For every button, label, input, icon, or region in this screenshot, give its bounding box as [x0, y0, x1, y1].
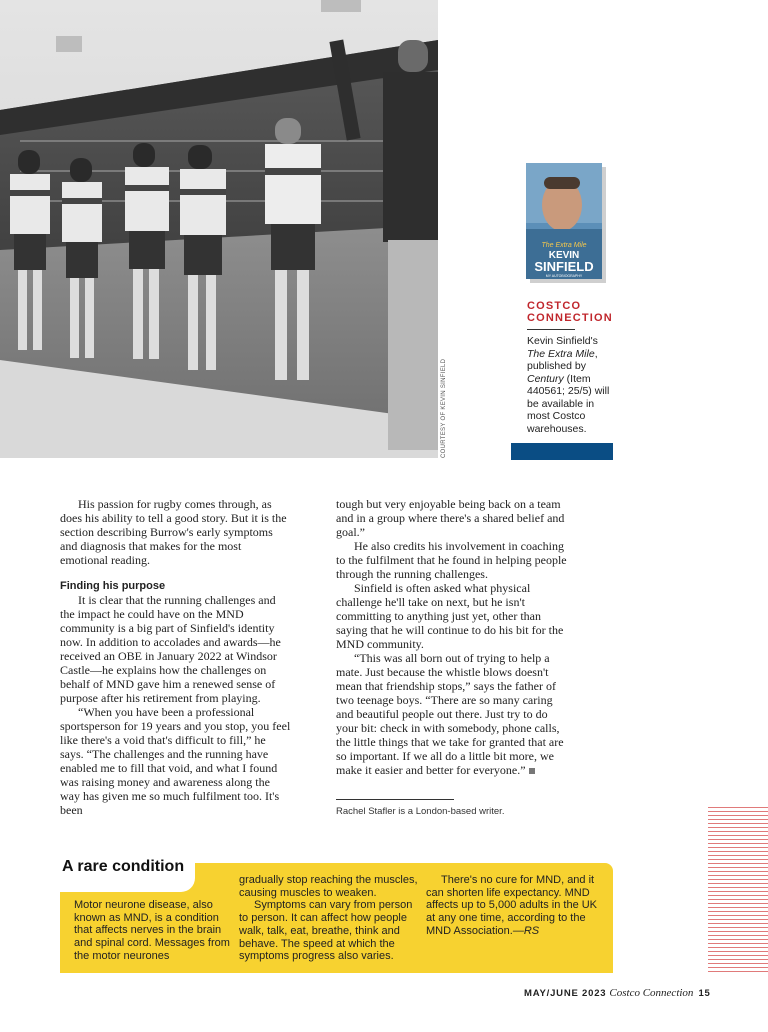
article-paragraph: He also credits his involvement in coaching to the fulfilment that he found in helping people through the running challenges. [336, 539, 567, 581]
box-column-2 [239, 874, 419, 963]
decorative-stripes [708, 807, 768, 973]
photo-credit: COURTESY OF KEVIN SINFIELD [441, 358, 447, 458]
box-column-1 [74, 899, 232, 963]
book-cover-surname: SINFIELD [534, 259, 594, 274]
sidebar-rule [527, 329, 575, 330]
sidebar-body: Kevin Sinfield's The Extra Mile, published by Century (Item 440561; 25/5) will be available in most Costco warehouses. [527, 335, 610, 435]
box-paragraph: Symptoms can vary from person to person. It can affect how people walk, talk, eat, breathe, think and behave. The speed at which the symptoms progress also varies. [239, 899, 413, 963]
box-paragraph: Motor neurone disease, also known as MND, is a condition that affects nerves in the brain and spinal cord. Messages from the motor neurones [74, 899, 230, 962]
author-bio: Rachel Stafler is a London-based writer. [336, 806, 505, 817]
book-cover-subtitle: MY AUTOBIOGRAPHY [545, 274, 583, 278]
book-cover-firstname: KEVIN [548, 250, 580, 261]
bio-rule [336, 799, 454, 800]
costco-connection-sidebar [527, 300, 617, 435]
book-cover [526, 163, 606, 283]
section-heading: Finding his purpose [60, 580, 166, 592]
sidebar-title: COSTCO CONNECTION [527, 300, 613, 324]
book-cover-tagline: The Extra Mile [541, 242, 587, 249]
box-column-3 [426, 874, 604, 938]
box-paragraph: gradually stop reaching the muscles, causing muscles to weaken. [239, 874, 418, 899]
blue-accent-bar [511, 443, 613, 460]
end-mark-icon [529, 768, 535, 774]
box-title-tab [60, 856, 195, 892]
article-paragraph: “When you have been a professional sportsperson for 19 years and you stop, you feel like there's a void that's difficult to fill,” he says. “The challenges and the running have enabled me to fill that void, and what I found was raising money and awareness along the way has given me so much fulfilment too. It's been [60, 705, 291, 817]
article-paragraph: His passion for rugby comes through, as does his ability to tell a good story. But it is the section describing Burrow's early symptoms and diagnosis that makes for the most emotional reading. [60, 497, 287, 567]
article-column-2 [336, 497, 568, 777]
rare-condition-box [60, 858, 613, 973]
hero-photo [0, 0, 438, 458]
article-paragraph: tough but very enjoyable being back on a team and in a group where there's a shared belief and goal.” [336, 497, 565, 539]
folio-date: MAY/JUNE 2023 [524, 988, 607, 999]
box-title: A rare condition [62, 858, 185, 875]
box-paragraph: There's no cure for MND, and it can shorten life expectancy. MND affects up to 5,000 adults in the UK at any one time, according to the MND Association.—RS [426, 874, 598, 937]
article-paragraph: It is clear that the running challenges and the impact he could have on the MND community is a big part of Sinfield's identity now. In addition to accolades and awards—he received an OBE in January 2022 at Windsor Castle—he explains how the challenges on behalf of MND gave him a renewed sense of purpose after his retirement from playing. [60, 593, 281, 705]
page-number: 15 [698, 988, 711, 999]
article-paragraph: “This was all born out of trying to help a mate. Just because the whistle blows doesn't mean that friendship stops,” says the father of two teenage boys. “There are so many caring and beautiful people out there. Just try to do your bit: check in with somebody, phone calls, the little things that we take for granted that are so important. If we all do a little bit more, we make it easier and better for everyone.” [336, 651, 564, 777]
article-paragraph: Sinfield is often asked what physical challenge he'll take on next, but he isn't committing to anything just yet, other than saying that he will continue to do his bit for the MND community. [336, 581, 564, 651]
page-folio [524, 987, 711, 999]
folio-magazine: Costco Connection [609, 987, 694, 999]
article-column-1 [60, 497, 292, 817]
